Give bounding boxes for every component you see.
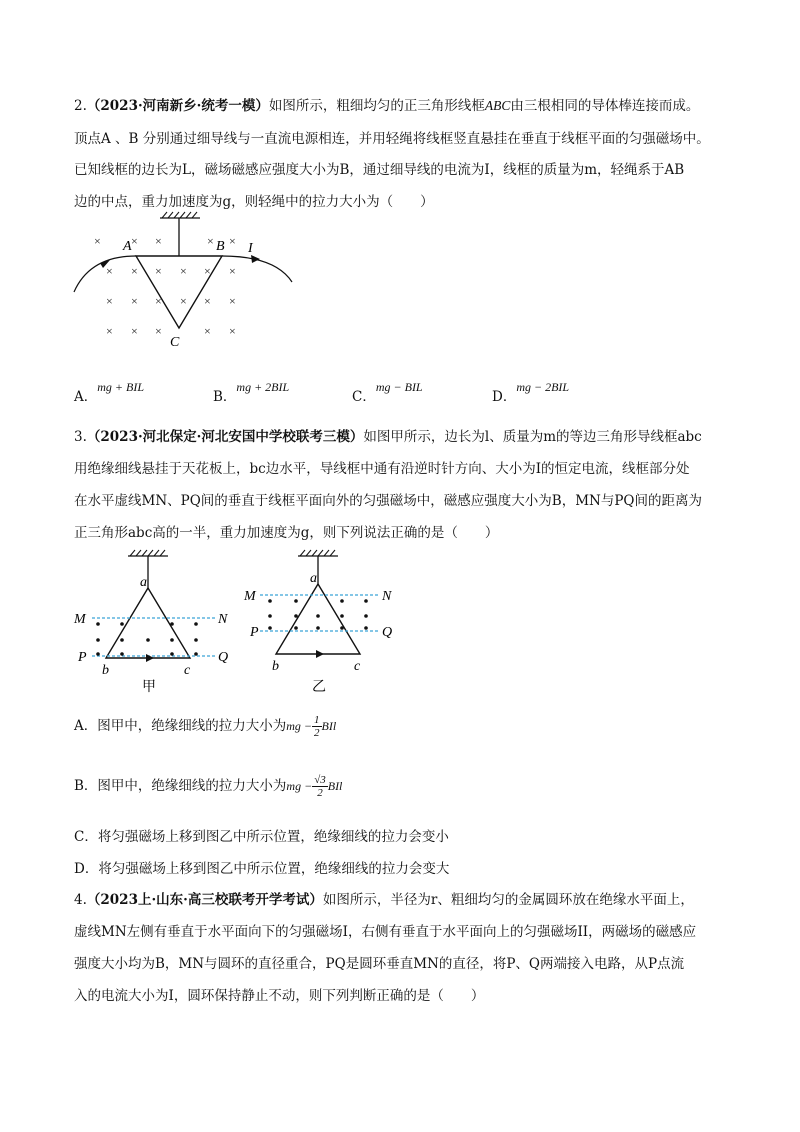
svg-text:Q: Q bbox=[218, 650, 229, 665]
svg-text:P: P bbox=[78, 650, 87, 665]
svg-text:×: × bbox=[204, 264, 211, 278]
svg-text:×: × bbox=[131, 294, 138, 308]
label-A: A bbox=[123, 239, 132, 254]
svg-text:M: M bbox=[244, 589, 256, 604]
svg-text:Q: Q bbox=[382, 625, 393, 640]
svg-text:×: × bbox=[155, 234, 162, 248]
svg-text:×: × bbox=[229, 234, 236, 248]
q4-line-4: 入的电流大小为I，圆环保持静止不动，则下列判断正确的是（ ） bbox=[74, 988, 485, 1004]
q4-line-2: 虚线MN左侧有垂直于水平面向下的匀强磁场I，右侧有垂直于水平面向上的匀强磁场II，两磁场的磁感应 bbox=[74, 924, 697, 940]
caption-jia: 甲 bbox=[142, 680, 156, 695]
svg-text:×: × bbox=[106, 264, 113, 278]
svg-text:×: × bbox=[180, 264, 187, 278]
svg-text:×: × bbox=[229, 294, 236, 308]
q4-source: （2023上·山东·高三校联考开学考试） bbox=[86, 892, 323, 908]
q2-option-c[interactable]: C．mg − BIL bbox=[352, 380, 423, 405]
svg-text:×: × bbox=[155, 324, 162, 338]
q2-line-1: 2.（2023·河南新乡·统考一模）如图所示，粗细均匀的正三角形线框ABC由三根相同的导体棒连接而成。 bbox=[74, 98, 700, 114]
q2-var-abc: ABC bbox=[484, 98, 511, 113]
q4-line-1: 4.（2023上·山东·高三校联考开学考试）如图所示，半径为r、粗细均匀的金属圆环放在绝缘水平面上， bbox=[74, 892, 694, 908]
q3-option-d[interactable]: D．将匀强磁场上移到图乙中所示位置，绝缘细线的拉力会变大 bbox=[74, 861, 450, 877]
field-dots bbox=[96, 622, 198, 656]
q3-source: （2023·河北保定·河北安国中学校联考三模） bbox=[86, 429, 364, 445]
field-crosses bbox=[94, 234, 236, 338]
svg-text:b: b bbox=[102, 663, 109, 678]
svg-text:×: × bbox=[229, 264, 236, 278]
q2-source: （2023·河南新乡·统考一模） bbox=[86, 98, 269, 114]
svg-text:×: × bbox=[204, 324, 211, 338]
label-I: I bbox=[248, 241, 253, 256]
q3-figure-jia bbox=[72, 548, 242, 693]
field-dots bbox=[268, 599, 368, 630]
q3-figure-yi bbox=[240, 548, 410, 693]
svg-text:×: × bbox=[94, 234, 101, 248]
svg-text:×: × bbox=[204, 294, 211, 308]
svg-text:M: M bbox=[74, 612, 86, 627]
svg-text:P: P bbox=[250, 625, 259, 640]
caption-yi: 乙 bbox=[312, 680, 326, 695]
svg-text:a: a bbox=[140, 575, 147, 590]
q3-line-3: 在水平虚线MN、PQ间的垂直于线框平面向外的匀强磁场中，磁感应强度大小为B，MN与PQ间的距离为 bbox=[74, 493, 702, 509]
svg-text:×: × bbox=[106, 294, 113, 308]
q3-line-1: 3.（2023·河北保定·河北安国中学校联考三模）如图甲所示，边长为l、质量为m的等边三角形导线框abc bbox=[74, 429, 702, 445]
q3-option-b[interactable]: B．图甲中，绝缘细线的拉力大小为mg − $\frac{√3}{2}$ BIl bbox=[74, 774, 343, 799]
svg-text:N: N bbox=[382, 589, 392, 604]
svg-text:×: × bbox=[131, 324, 138, 338]
svg-text:a: a bbox=[310, 571, 317, 586]
svg-text:×: × bbox=[155, 264, 162, 278]
svg-text:×: × bbox=[131, 234, 138, 248]
q4-line-3: 强度大小均为B，MN与圆环的直径重合，PQ是圆环垂直MN的直径，将P、Q两端接入电路，从P点流 bbox=[74, 956, 685, 972]
svg-text:×: × bbox=[207, 234, 214, 248]
q3-option-a[interactable]: A．图甲中，绝缘细线的拉力大小为mg − $\frac{1}{2}$ BIl bbox=[74, 714, 337, 739]
q2-option-b[interactable]: B．mg + 2BIL bbox=[213, 380, 290, 405]
q3-option-c[interactable]: C．将匀强磁场上移到图乙中所示位置，绝缘细线的拉力会变小 bbox=[74, 829, 449, 845]
svg-text:×: × bbox=[229, 324, 236, 338]
svg-text:×: × bbox=[155, 294, 162, 308]
q2-number: 2. bbox=[74, 98, 87, 114]
q2-option-a[interactable]: A．mg + BIL bbox=[74, 380, 145, 405]
label-B: B bbox=[216, 239, 225, 254]
svg-text:c: c bbox=[184, 663, 191, 678]
svg-text:×: × bbox=[106, 324, 113, 338]
svg-text:b: b bbox=[272, 659, 279, 674]
svg-text:×: × bbox=[131, 264, 138, 278]
q3-line-4: 正三角形abc高的一半，重力加速度为g，则下列说法正确的是（ ） bbox=[74, 525, 499, 541]
q4-number: 4. bbox=[74, 892, 87, 908]
svg-text:c: c bbox=[354, 659, 361, 674]
svg-text:×: × bbox=[180, 294, 187, 308]
q2-line-3: 已知线框的边长为L，磁场磁感应强度大小为B，通过细导线的电流为I，线框的质量为m，轻绳系于AB bbox=[74, 162, 685, 178]
q2-line-2: 顶点A 、B 分别通过细导线与一直流电源相连，并用轻绳将线框竖直悬挂在垂直于线框平面的匀强磁场中。 bbox=[74, 131, 710, 147]
svg-text:N: N bbox=[218, 612, 228, 627]
q2-option-d[interactable]: D．mg − 2BIL bbox=[492, 380, 570, 405]
label-C: C bbox=[170, 335, 180, 350]
q2-figure bbox=[70, 210, 300, 350]
q3-line-2: 用绝缘细线悬挂于天花板上，bc边水平，导线框中通有沿逆时针方向、大小为I的恒定电流，线框部分处 bbox=[74, 461, 690, 477]
q3-number: 3. bbox=[74, 429, 87, 445]
q2-line-4: 边的中点，重力加速度为g，则轻绳中的拉力大小为（ ） bbox=[74, 194, 434, 210]
